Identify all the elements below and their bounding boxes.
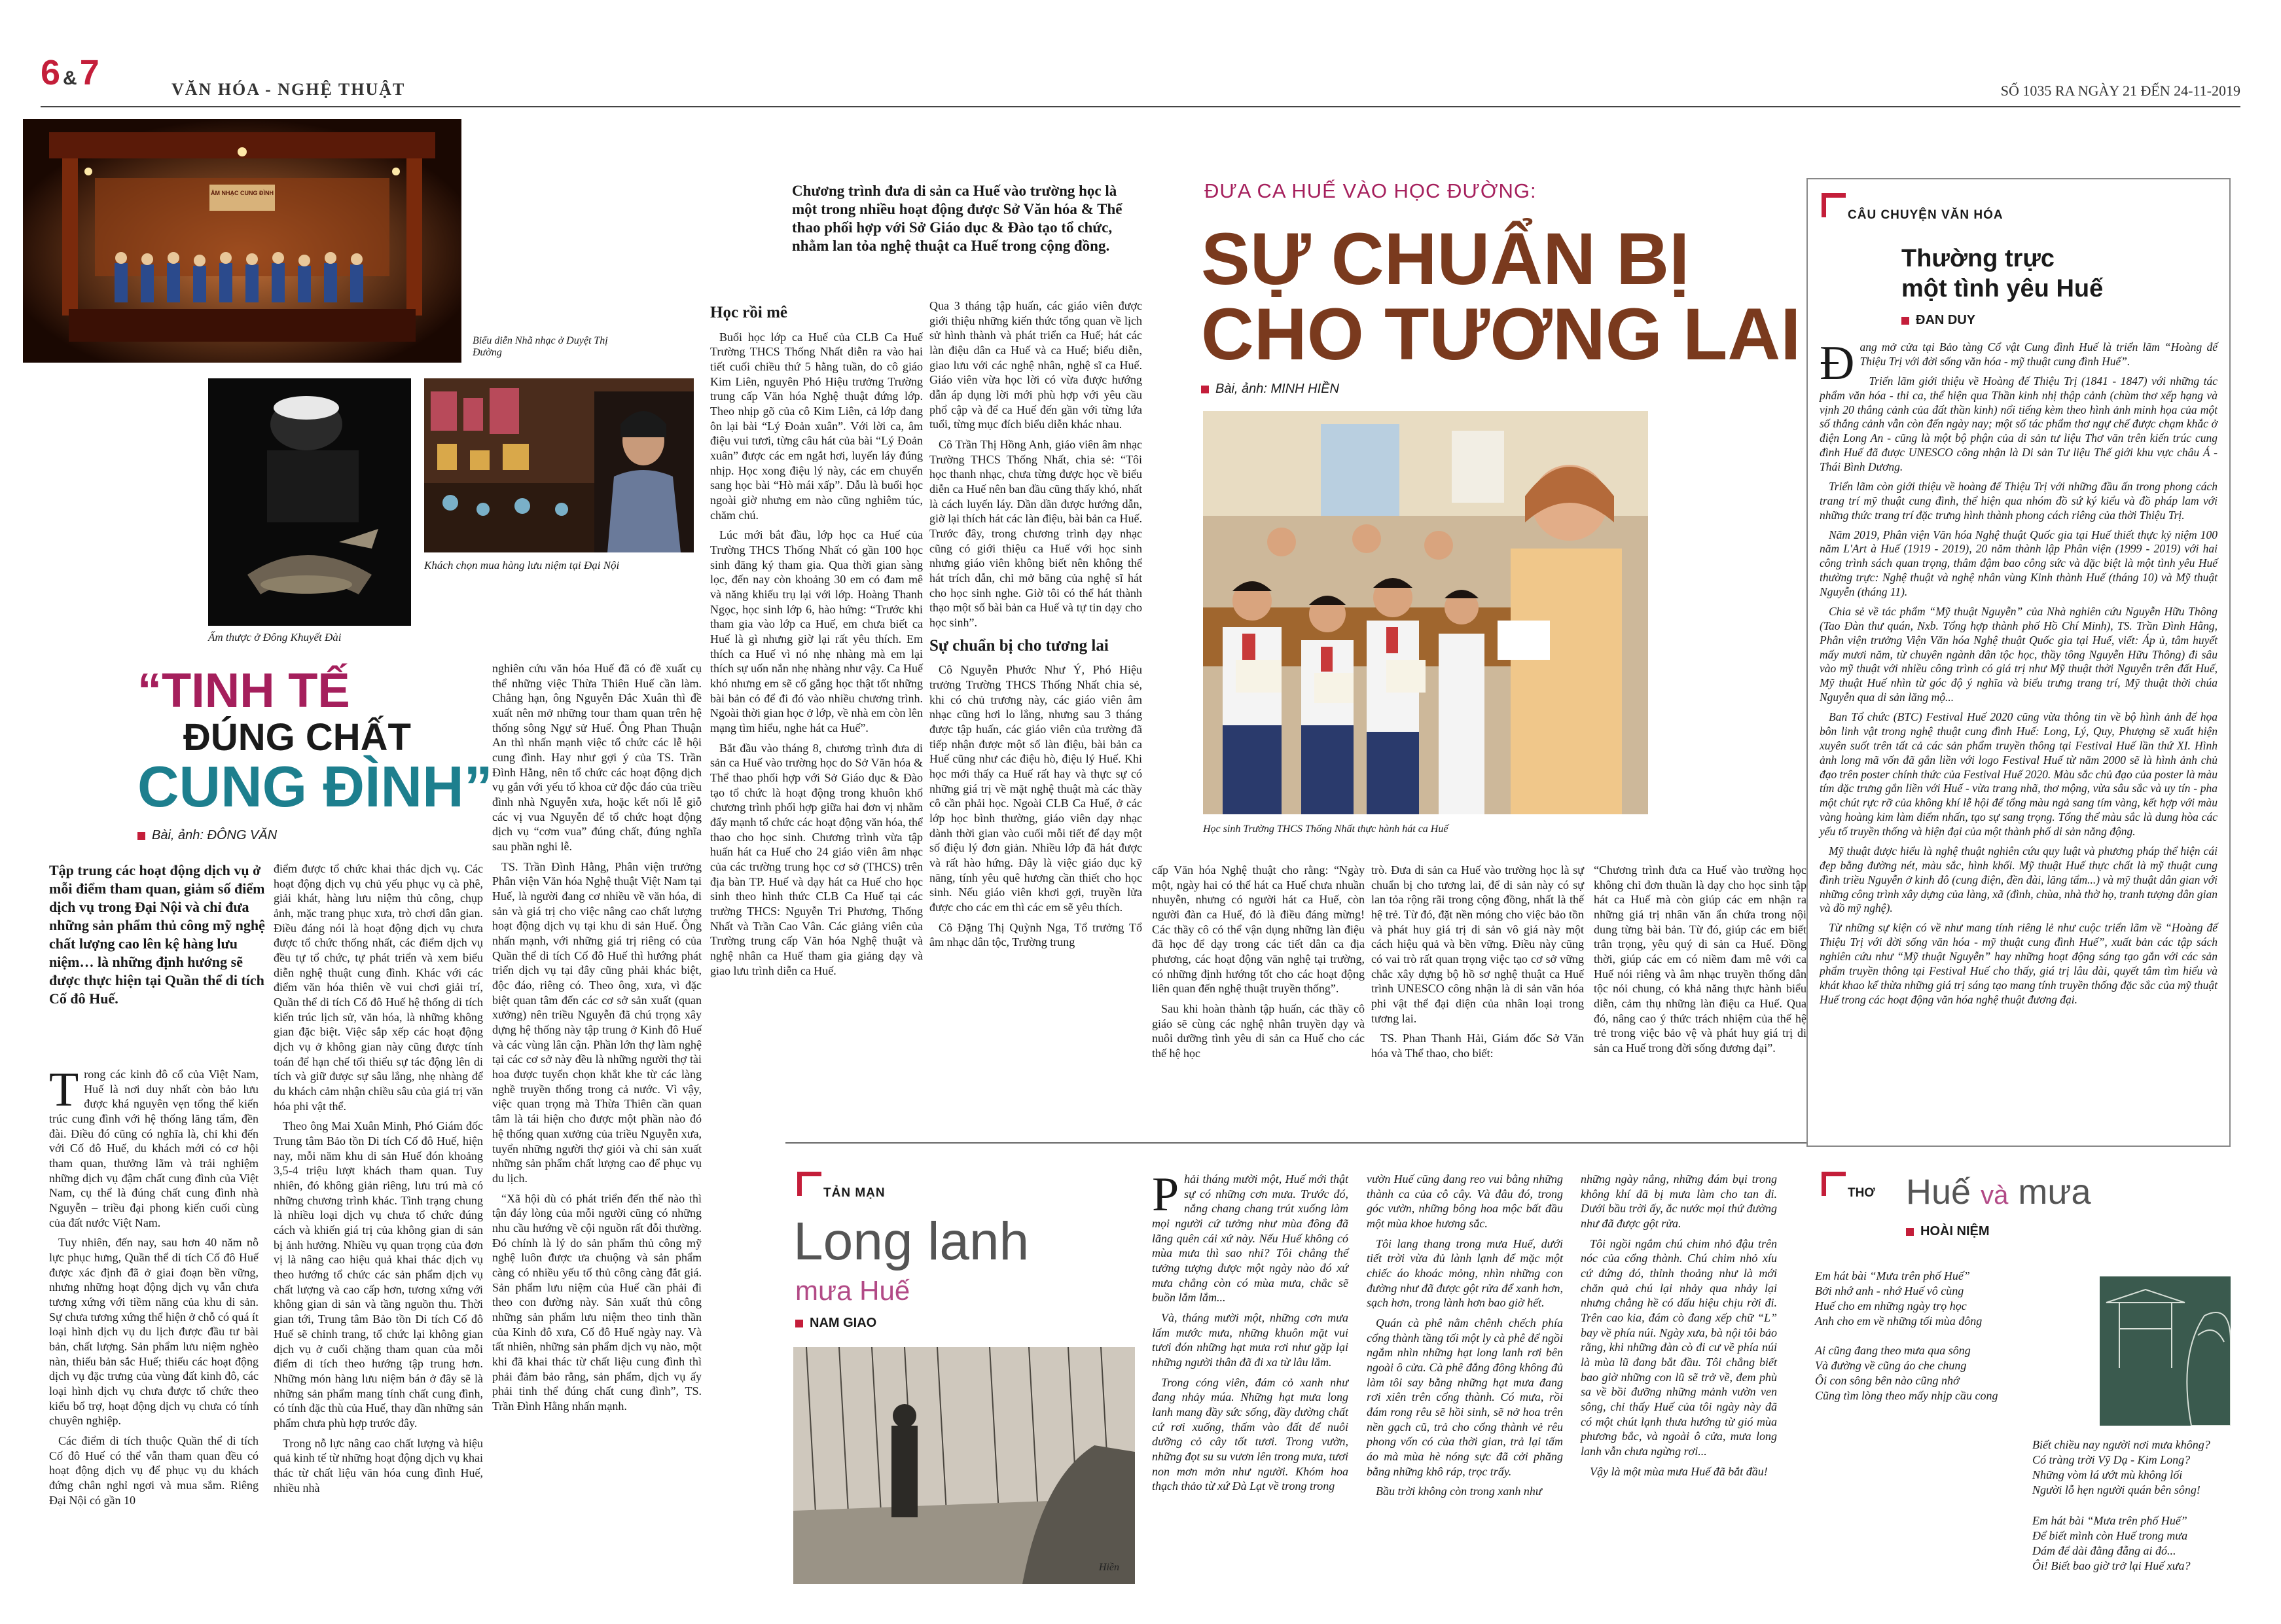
left-title-line3: CUNG ĐÌNH” — [137, 754, 493, 819]
poem-stanza-2 — [1815, 1343, 2090, 1403]
left-col-3 — [492, 661, 702, 1419]
sidebar-p6: Ban Tổ chức (BTC) Festival Huế 2020 cũng vừa thông tin về bộ hình ảnh để họa bôn linh vật trong nghệ thuật cung đình Huế: Long, Lý, Quy, Phượng sẽ xuất hiện xuyên suốt trên tất cả các sản phẩm truyền thông tại Festival Huế lần thứ XI. Hình ảnh long mã vốn đã gắn liền với logo Festival Huế từ năm 2000 sẽ là hình ảnh chủ đạo trên poster chính thức của Festival Huế 2020. Màu sắc chủ đạo của poster là màu tím đặc trưng gắn liền với Huế - vừa trang nhã, thơ mộng, vừa sâu sắc và uy tín - pha một chút rực rỡ của không khí lễ hội để tổng màu ngả sang tím vàng, kết hợp với màu vàng hoàng kim làm điểm nhấn, tạo sự sang trọng. Tổng thể màu sắc là dung hòa các yếu tố truyền thống và hiện đại của một thành phố di sản năng động. — [1820, 710, 2218, 838]
tan-man-c5: Tôi lang thang trong mưa Huế, dưới tiết trời vừa đủ lành lạnh để mặc một chiếc áo khoác mỏng, nhìn những con đường như đã được gột rửa để xanh hơn, sạch hơn, trong lành hơn bao giờ hết. — [1367, 1236, 1563, 1310]
poem-line: Ôi! Biết bao giờ trở lại Huế xưa? — [2032, 1559, 2191, 1572]
poem-stanza-1 — [1815, 1269, 2090, 1328]
poem-line: Có tràng trời Vỹ Dạ - Kim Long? — [2032, 1453, 2191, 1466]
tan-man-c6: Quán cà phê nằm chênh chếch phía cổng thành tầng tối một ly cà phê để ngồi ngắm nhìn những hạt long lanh rơi bên ngoài ô cửa. Cà phê đắng đông không đủ làm tôi say bằng những hạt mưa đang rơi xiên trên cổng thành. Có mưa, rồi đám rong rêu sẽ hồi sinh, sẽ nở hoa trên nền gạch cũ, trả cho cổng thành vẻ rêu phong vốn có của thời gian, trả lại tấm áo mà mùa hè nóng sực đã cởi phăng bằng những khô ráp, trọc trấy. — [1367, 1316, 1563, 1478]
stage-photo-caption: Biểu diễn Nhã nhạc ở Duyệt Thị Đường — [473, 335, 608, 358]
subheading-su-chuan-bi: Sự chuẩn bị cho tương lai — [929, 636, 1109, 655]
sidebar-p4: Năm 2019, Phân viện Văn hóa Nghệ thuật Quốc gia tại Huế thiết thực kỷ niệm 100 năm L'Art à Huế (1919 - 2019), 20 năm thành lập Phân viện (1999 - 2019) với hai công trình sách quan trọng, thâm đậm bao công sức và đặc biệt là một tình yêu Huế thường trực: Nghệ thuật và nghệ nhân vùng Kinh thành Huế (tháng 10) và Mỹ thuật Nguyễn (tháng 11). — [1820, 528, 2218, 598]
tan-man-col-1 — [1152, 1168, 1348, 1499]
poem-line: Bởi nhớ anh - nhớ Huế vô cùng — [1815, 1284, 1964, 1297]
tho-label: THƠ — [1848, 1186, 1875, 1200]
middle-colD-p2: TS. Phan Thanh Hải, Giám đốc Sở Văn hóa và Thể thao, cho biết: — [1371, 1032, 1584, 1060]
middle-title — [1201, 218, 1801, 376]
tho-title-1: Huế — [1906, 1172, 1971, 1212]
souvenir-shop-image — [424, 378, 694, 552]
tea-set-image — [208, 378, 411, 626]
poem-line: Ai cũng đang theo mưa qua sông — [1815, 1344, 1971, 1357]
poem-line: Ôi con sông bên nào cũng nhớ — [1815, 1373, 1960, 1387]
tan-man-c1: hải tháng mười một, Huế mới thật sự có những cơn mưa. Trước đó, nắng chang chang trút xuống làm mọi người cứ tưởng như mùa đông đã lãng quên cái xứ này. Nếu Huế không có mùa mưa thì sao nhỉ? Tôi chẳng thể tưởng tượng được một ngày nào đó xứ mưa chẳng còn có mùa mưa, chắc sẽ buồn lắm lắm... — [1152, 1172, 1348, 1305]
classroom-photo — [1203, 411, 1648, 814]
souvenir-shop-photo — [424, 378, 694, 552]
poem-line: Dám để dài đằng đẵng ai đó... — [2032, 1543, 2176, 1557]
poem-line: Và đường về cũng áo che chung — [1815, 1358, 1967, 1372]
tan-man-c10: Vậy là một mùa mưa Huế đã bắt đầu! — [1590, 1464, 1768, 1478]
classroom-caption: Học sinh Trường THCS Thống Nhất thực hành hát ca Huế — [1203, 823, 1448, 835]
left-col1-p1: rong các kinh đô cổ của Việt Nam, Huế là nơi duy nhất còn bảo lưu được khá nguyên vẹn tổng thể kiến trúc cung đình với hệ thống lăng tẩm, đền đài. Điều đó cũng có nghĩa là, chỉ khi đến với Cố đô Huế, du khách mới có cơ hội tham quan, thưởng lãm và trải nghiệm những dịch vụ đậm chất cung đình của Việt Nam, cụ thể là đúng chất cung đình nhà Nguyễn – triều đại phong kiến cuối cùng của đất nước Việt Nam. — [49, 1068, 259, 1229]
middle-byline — [1201, 382, 1339, 397]
tan-man-c7: Bầu trời không còn trong xanh như — [1376, 1485, 1542, 1498]
tan-man-c3: Trong cóng viên, đám cỏ xanh như đang nhảy múa. Những hạt mưa long lanh mang đầy sức sống, đầy dường chất cứ rơi xuống, thấm vào đất để nuôi dưỡng cỏ cây tốt tươi. Trong vườn, những đọt su su vươn lên trong mưa, tươi non mơn mởn như người. Khóm hoa thạch thảo từ xứ Đà Lạt về trong trong — [1152, 1375, 1348, 1493]
page-number-left: 6 — [41, 53, 61, 92]
classroom-image — [1203, 411, 1648, 814]
souvenir-caption: Khách chọn mua hàng lưu niệm tại Đại Nội — [424, 559, 620, 571]
bottom-divider — [785, 1142, 1806, 1144]
middle-intro: Chương trình đưa di sản ca Huế vào trường học là một trong nhiều hoạt động được Sở Văn hóa & Thể thao phối hợp với Sở Giáo dục & Đào tạo tổ chức, nhằm lan tỏa nghệ thuật ca Huế trong cộng đồng. — [792, 183, 1123, 255]
tan-man-label: TẢN MẠN — [823, 1186, 886, 1200]
stage-performance-image — [23, 119, 461, 363]
middle-colA-p2: Lúc mới bắt đầu, lớp học ca Huế của Trường THCS Thống Nhất có gần 100 học sinh đăng ký tham gia. Qua thời gian sàng lọc, đến nay còn khoảng 30 em có đam mê và năng khiếu trụ lại với lớp. Hoàng Thanh Ngọc, học sinh lớp 6, hào hứng: “Trước khi tham gia vào lớp ca Huế, em chưa biết ca Huế là gì nhưng giờ lại rất yêu thích. Em thích ca Huế vì nó nhẹ nhàng mà em lại thích sự uốn nắn nhẹ nhàng như vậy. Ca Huế khó nhưng em sẽ cố gắng học thật tốt những bài bản có để đi đó vào nhiều chương trình. Ngoài thời gian học ở lớp, về nhà em còn lên mạng tìm hiểu, nghe hát ca Huế”. — [710, 528, 923, 734]
tho-title — [1906, 1172, 2091, 1212]
left-dropcap: T — [49, 1063, 79, 1117]
page-number-right: 7 — [79, 53, 99, 92]
header-rule — [41, 106, 2240, 107]
tho-byline — [1906, 1224, 1990, 1239]
tho-title-2: và — [1981, 1181, 2009, 1210]
rain-illustration — [793, 1347, 1135, 1584]
left-col2-p1: điểm được tổ chức khai thác dịch vụ. Các hoạt động dịch vụ chủ yếu phục vụ cà phê, giải khát, hàng lưu niệm thủ công, chụp ảnh, mặc trang phục xưa, trò chơi dân gian. Điều đáng nói là hoạt động dịch vụ chưa được tổ chức thống nhất, các điểm dịch vụ đều tự tổ chức, tự phát triển và xem biểu diễn nghệ thuật cung đình. Khác với các điểm văn hóa thiên về vui chơi giải trí, Quần thể di tích Cố đô Huế hệ thống di tích kiến trúc lịch sử, văn hóa, là những không gian đặc biệt. Việc sắp xếp các hoạt động dịch vụ ở không gian này cũng được tính toán để hạn chế tối thiểu sự tác động lên di tích và giữ được sự sâu lắng, nhẹ nhàng để du khách cảm nhận chiều sâu của giá trị văn hóa phi vật thể. — [274, 862, 483, 1113]
sidebar-p7: Mỹ thuật được hiểu là nghệ thuật nghiên cứu quy luật và phương pháp thể hiện cái đẹp bằng đường nét, màu sắc, hình khối. Mỹ thuật Huế thực chất là mỹ thuật cung đình triều Nguyễn ở kinh đô (cung điện, đền đài, lăng tẩm...) và mỹ thuật dân gian với những công trình xây dựng của làng, xã (đình, chùa, nhà thờ họ, tranh tượng dân gian và đồ mỹ nghệ). — [1820, 844, 2218, 915]
page-number — [41, 52, 99, 93]
sidebar-p2: Triển lãm giới thiệu về Hoàng đế Thiệu Trị (1841 - 1847) với những tác phẩm văn hóa - thi ca, thể hiện qua Thần kinh nhị thập cảnh (chùm thơ xếp hạng và vịnh 20 thắng cảnh của đất thần kinh) nổi tiếng kèm theo hình ảnh minh họa của một số thắng cảnh vẫn còn đến ngày nay; một số tác phẩm thơ ngự chế được chạm khắc ở điện Long An - cũng là một bộ phận của di sản tư liệu Thơ văn trên kiến trúc cung đình Huế đã được UNESCO công nhận là Di sản Tư liệu Thế giới khu vực châu Á - Thái Bình Dương. — [1820, 374, 2218, 473]
tan-man-col-2 — [1367, 1172, 1563, 1504]
middle-title-line1: SỰ CHUẨN BỊ — [1201, 218, 1690, 300]
left-article-title — [137, 663, 493, 819]
left-col1-p2: Tuy nhiên, đến nay, sau hơn 40 năm nỗ lực phục hưng, Quần thể di tích Cố đô Huế được xác định đã ở giai đoạn bền vững, nhưng những hoạt động dịch vụ vẫn chưa tương xứng với tiềm năng của khu di sản. Sự chưa tương xứng thể hiện ở chỗ có quá ít loại hình dịch vụ du lịch được đầu tư bài bản, chất lượng. Sản phẩm lưu niệm nghèo nàn, thiếu bản sắc Huế; thiếu các hoạt động dịch vụ đặc trưng của vùng đất kinh đô, các loại hình dịch vụ chưa được tổ chức theo kiểu bổ trợ, hoạt động dịch vụ chưa có tính chuyên nghiệp. — [49, 1236, 259, 1428]
middle-col-c — [1152, 863, 1365, 1066]
left-title-line1: “TINH TẾ — [137, 663, 350, 717]
tan-man-byline-bullet — [795, 1320, 803, 1327]
middle-colA-p1: Buổi học lớp ca Huế của CLB Ca Huế Trường THCS Thống Nhất diễn ra vào hai tiết cuối chiều thứ 5 hằng tuần, do cô giáo Kim Liên, nguyên Phó Hiệu trưởng Trường trung cấp Văn hóa Nghệ thuật đứng lớp. Theo nhịp gõ của cô Kim Liên, cả lớp đang ôn lại bài “Lý Đoản xuân”. Với lời ca, âm điệu vui tươi, từng câu hát của bài “Lý Đoản xuân” được các em ngắt hơi, luyến láy đúng nhịp. Học xong điệu lý này, các em chuyển sang học bài “Hò mái xấp”. Dẫu là buổi học ngoài giờ nhưng em nào cũng nghiêm túc, chăm chú. — [710, 330, 923, 522]
tho-title-3: mưa — [2018, 1172, 2091, 1212]
tan-man-title-2: mưa Huế — [795, 1275, 910, 1306]
sidebar-p5: Chia sẻ về tác phẩm “Mỹ thuật Nguyễn” của Nhà nghiên cứu Nguyễn Hữu Thông (Tao Đàn thư quán, Nxb. Tổng hợp thành phố Hồ Chí Minh), TS. Trần Đình Hằng, Phân viện trưởng Viện Văn hóa Nghệ thuật Quốc gia tại Huế, viết: Áp ủ, tâm huyết mấy mươi năm, từ chuyên ngành dân tộc học, thầy tông Nguyễn Hữu Thông) đi sâu vào mỹ thuật với nhiều công trình có giá trị như Mỹ thuật thời Nguyễn trên đất Huế, Mỹ thuật Huế nhìn từ góc độ ý nghĩa và biểu trưng trang trí, Mỹ thuật thời chúa Nguyễn qua di sản lăng mộ... — [1820, 604, 2218, 704]
sidebar-p1: ang mở cửa tại Bảo tàng Cổ vật Cung đình Huế là triển lãm “Hoàng đế Thiệu Trị với đời sống văn hóa - mỹ thuật cung đình Huế”. — [1859, 340, 2218, 368]
tan-man-title-1: Long lanh — [793, 1212, 1030, 1271]
sidebar-p3: Triển lãm còn giới thiệu về hoàng đế Thiệu Trị với những đầu ấn trong phong cách trang trí mỹ thuật cung đình, thể hiện qua nhóm đồ sứ ký kiểu và đồ pháp lam với những thức trang trí đặc trưng hình thành phong cách riêng của thời Thiệu Trị. — [1820, 479, 2218, 522]
poem-stanza-4 — [2032, 1513, 2229, 1573]
stage-sign: ÂM NHẠC CUNG ĐÌNH — [211, 190, 274, 196]
middle-kicker: ĐƯA CA HUẾ VÀO HỌC ĐƯỜNG: — [1204, 179, 1537, 202]
poem-line: Em hát bài “Mưa trên phố Huế” — [1815, 1269, 1970, 1282]
left-col2-p2: Theo ông Mai Xuân Minh, Phó Giám đốc Trung tâm Bảo tồn Di tích Cố đô Huế, hiện nay, mỗi năm khu di sản Huế đón khoảng 3,5-4 triệu lượt khách tham quan. Tuy nhiên, đó không giản riêng, lưu trú mà có những chương trình khác. Tình trạng chung là nhiều loại dịch vụ chưa tổ chức đúng cách và khiến giá trị của không gian di sản bị ảnh hưởng. Nhiều vụ quan trọng của đơn vị là nâng cao hiệu quả khai thác dịch vụ theo hướng tổ chức các sản phẩm dịch vụ chất lượng và cao cấp hơn, tương xứng với không gian di sản và tầng nguồn thu. Thời gian tới, Trung tâm Bảo tồn Di tích Cố đô Huế sẽ chỉnh trang, tổ chức lại không gian dịch vụ ở cuối chặng tham quan của mỗi điểm di tích theo hướng tập trung hơn. Những món hàng lưu niệm bán ở đây sẽ là những sản phẩm mang tính chất cung đình, có tính đặc thù của Huế, thay dần những sản phẩm chưa phù hợp trước đây. — [274, 1119, 483, 1430]
sidebar-body — [1820, 336, 2218, 1013]
middle-colD-p1: trò. Đưa di sản ca Huế vào trường học là sự chuẩn bị cho tương lai, để di sản này có sự lan tỏa rộng rãi trong cộng đồng, nhất là thế hệ trẻ. Từ đó, đặt nền móng cho việc bảo tồn và phát huy giá trị di sản vô giá này một cách hiệu quả và bền vững. Điều này cũng có vai trò rất quan trọng việc tạo cơ sở vững chắc xây dựng bộ hồ sơ nghệ thuật ca Huế trình UNESCO công nhận là di sản văn hóa phi vật thể đại diện của nhân loại trong tương lai. — [1371, 863, 1584, 1025]
tan-man-c9: Tôi ngồi ngắm chú chim nhỏ đậu trên nóc của cổng thành. Chú chim nhỏ xíu cứ đứng đó, thỉnh thoảng như là mới chăn quả chú lại nhảy qua nhảy lại nhưng chẳng hề có dấu hiệu chịu rời đi. Trên cao kia, đám cò đang xếp chữ “L” bay về phía núi. Ngày xưa, bà nội tôi bảo rằng, khi những đàn cò đi cư về phía núi là mùa lũ đang bắt đầu. Tôi chẳng biết bao giờ những con lũ sẽ trở về, đem phù sa về bồi đưỡng những mảnh vườn ven sông, chỉ thấy Huế của tôi ngày này đã có một chút lạnh thưa hướng từ gió mùa phương bắc, và ngoài ô cửa, mưa long lanh vẫn chưa ngừng rơi... — [1581, 1236, 1777, 1458]
left-col3-p3: “Xã hội dù có phát triển đến thế nào thì tận đáy lòng của mỗi người cũng có những nhu cầu hướng về cội nguồn rất đỗi thường. Đó chính là lý do sản phẩm thủ công mỹ nghệ luôn được ưa chuộng và sản phẩm càng có nhiều yếu tố thủ công càng đắt giá. Sản phẩm lưu niệm của Huế cần phải đi theo con đường này. Sản xuất thủ công những sản phẩm lưu niệm theo tinh thần của Kinh đô xưa, Cố đô Huế ngày nay. Và tất nhiên, những sản phẩm dịch vụ nào, một khi đã khai thác từ chất liệu cung đình thì phải đảm bảo rằng, sản phẩm, dịch vụ ấy phải tinh thể đúng chất cung đình”, TS. Trần Đình Hằng nhấn mạnh. — [492, 1191, 702, 1413]
left-col3-p1: nghiên cứu văn hóa Huế đã có đề xuất cụ thể những việc Thừa Thiên Huế cần làm. Chẳng hạn, ông Nguyễn Đắc Xuân thì đề xuất nên mở những tour tham quan trên hệ thống sông Ngự sử Huế. Ông Phan Thuận An thì nhấn mạnh việc tổ chức các lễ hội cung đình. Hay như gợi ý của TS. Trần Đình Hằng, nên tổ chức các hoạt động dịch vụ gắn với yếu tố khoa cử độc đáo của triều đình nhà Nguyễn xưa, hoặc kết nối lễ giỗ các vị vua Nguyễn để tổ chức hoạt động dịch vụ “cơm vua” đúng chất, đúng nghĩa sau phần nghi lễ. — [492, 662, 702, 854]
sidebar-title — [1901, 244, 2103, 304]
poem-line: Người lỗ hẹn người quán bên sông! — [2032, 1483, 2200, 1496]
left-col3-p2: TS. Trần Đình Hằng, Phân viện trưởng Phân viện Văn hóa Nghệ thuật Việt Nam tại Huế, là người đang cơ nhiều về văn hóa, di sản và giá trị cho việc nâng cao chất lượng hoạt động dịch vụ tại khu di sản Huế. Ông nhấn mạnh, với những giá trị riêng có của Quần thể di tích Cố đô Huế thì hướng phát triển dịch vụ tại đây cũng phải khác biệt, độc đáo, riêng có. Theo ông, xưa, vì đặc biệt quan tâm đến các cơ sở sản xuất (quan xưởng) nên triều Nguyễn đã chú trọng xây dựng hệ thống này tập trung ở Kinh đô Huế và các vùng lân cận. Phần lớn thợ làm nghệ tại các cơ sở này đều là những người thợ tài hoa được tuyển chọn khắt khe từ các làng nghề truyền thống trong cả nước. Vì vậy, việc quan trọng mà Thừa Thiên cần quan tâm là tái hiện cho được một phần nào đó hệ thống quan xưởng của triều Nguyễn xưa, tuyển những người thợ giỏi và chỉ sản xuất những sản phẩm chất lượng cao để phục vụ du lịch. — [492, 859, 702, 1185]
left-col-2 — [274, 861, 483, 1500]
page-number-amp: & — [63, 67, 77, 89]
left-byline-text: Bài, ảnh: ĐÔNG VĂN — [152, 828, 278, 842]
middle-col-d — [1371, 863, 1584, 1066]
poem-line: Để biết mình còn Huế trong mưa — [2032, 1528, 2188, 1542]
illustration-signature: Hiền — [1098, 1562, 1119, 1573]
poem-line: Huế cho em những ngày trọ học — [1815, 1299, 1967, 1312]
left-col1-p3: Các điểm di tích thuộc Quần thể di tích Cố đô Huế có thể vẫn tham quan đều có hoạt động dịch vụ để phục vụ du khách đứng chân nghỉ ngơi và mua sắm. Riêng Đại Nội có gần 10 — [49, 1434, 259, 1507]
sidebar-label: CÂU CHUYỆN VĂN HÓA — [1848, 208, 2003, 222]
sidebar-byline — [1901, 313, 1975, 328]
poem-line: Anh cho em về những tối mùa đông — [1815, 1314, 1983, 1327]
middle-title-line2: CHO TƯƠNG LAI — [1201, 293, 1801, 376]
poem-illustration-image — [2100, 1276, 2231, 1426]
left-col2-p3: Trong nỗ lực nâng cao chất lượng và hiệu quả kinh tế từ những hoạt động dịch vụ khai thác từ chất liệu văn hóa cung đình Huế, nhiều nhà — [274, 1436, 483, 1494]
left-col-1 — [49, 1063, 259, 1513]
tea-set-photo — [208, 378, 411, 626]
poem-line: Những vòm lá ướt mù không lối — [2032, 1468, 2183, 1481]
middle-colC-p1: cấp Văn hóa Nghệ thuật cho rằng: “Ngày một, ngày hai có thể hát ca Huế chưa nhuần nhuyễn, nhưng có người hát ca Huế, còn người đàn ca Huế, đó là điều đáng mừng! Các thầy cô có thể vận dụng những làn điệu đã học để dạy trong các tiết dân ca địa phương, các hoạt động văn nghệ tại trường, có những định hướng tốt cho các hoạt động liên quan đến nghệ thuật truyền thống”. — [1152, 863, 1365, 996]
subheading-hoc-roi-me: Học rồi mê — [710, 304, 788, 321]
left-byline — [137, 828, 277, 843]
tan-man-byline-text: NAM GIAO — [810, 1316, 877, 1330]
poem-line: Biết chiều nay người nơi mưa không? — [2032, 1438, 2210, 1451]
middle-colA-p3: Bắt đầu vào tháng 8, chương trình đưa di sản ca Huế vào trường học do Sở Văn hóa & Thể thao phối hợp với Sở Giáo dục & Đào tạo tổ chức là hoạt động trong khuôn khổ chương trình phối hợp giữa hai đơn vị nhằm đẩy mạnh tổ chức các hoạt động văn hóa, thể thao cho học sinh. Chương trình vừa tập huấn hát ca Huế cho 24 giáo viên âm nhạc của các trường trung học cơ sở (THCS) trên địa bàn TP. Huế và dạy hát ca Huế cho học sinh theo hình thức CLB Ca Huế tại các trường THCS: Nguyễn Tri Phương, Thống Nhất và Trần Cao Vân. Các giảng viên của Trường trung cấp Văn hóa Nghệ thuật và nghệ nhân ca Huế tham gia giảng dạy và giao lưu trình diễn ca Huế. — [710, 741, 923, 977]
byline-bullet — [137, 832, 145, 840]
tan-man-col-3 — [1581, 1172, 1777, 1484]
rain-illustration-image — [793, 1347, 1135, 1584]
middle-colC-p2: Sau khi hoàn thành tập huấn, các thầy cô giáo sẽ cùng các nghệ nhân truyền dạy và nuôi dưỡng tình yêu di sản ca Huế cho các thế hệ học — [1152, 1002, 1365, 1060]
sidebar-dropcap: Đ — [1820, 336, 1855, 390]
middle-col-a — [710, 298, 923, 983]
tho-byline-bullet — [1906, 1228, 1914, 1236]
middle-byline-bullet — [1201, 386, 1209, 393]
tan-man-c4: vườn Huế cũng đang reo vui bằng những thành ca của cô cây. Và đâu đó, trong góc vườn, những bông hoa mộc bất đầu một mùa khoe hương sắc. — [1367, 1172, 1563, 1231]
middle-colB-p2: Cô Trần Thị Hồng Anh, giáo viên âm nhạc Trường THCS Thống Nhất, chia sẻ: “Tôi học thanh nhạc, chưa từng được học về biểu diễn ca Huế nên ban đầu cũng thấy khó, nhất là cách luyến láy. Dần dần được hướng dẫn, giờ lại thích hát các làn điệu, bài bản ca Huế. Trước đây, trong chương trình dạy nhạc cũng có giới thiệu ca Huế với học sinh nhưng giáo viên không biết nên không thể hát trích dẫn, chỉ mở băng của nghệ sĩ hát cho học sinh nghe. Giờ tôi có thể hát thành thạo một số bài bản ca Huế và tự tin dạy cho học sinh”. — [929, 438, 1142, 630]
middle-colE-p1: “Chương trình đưa ca Huế vào trường học không chỉ đơn thuần là dạy cho học sinh tập hát ca Huế mà còn giúp các em nhận ra những giá trị nhân văn ẩn chứa trong nội dung từng bài bản. Từ đó, giúp các em biết trân trọng, yêu quý di sản ca Huế. Đồng thời, giúp các em có niềm đam mê với ca Huế nói riêng và âm nhạc truyền thống dân tộc nói chung, có khả năng thực hành biểu diễn, cảm thụ những làn điệu ca Huế. Qua đó, nâng cao ý thức trách nhiệm của thế hệ trẻ trong việc bảo vệ và phát huy giá trị di sản ca Huế trong đời sống đương đại”. — [1594, 863, 1806, 1055]
tho-byline-text: HOÀI NIỆM — [1920, 1224, 1990, 1238]
poem-stanza-3 — [2032, 1437, 2229, 1497]
poem-illustration — [2100, 1276, 2231, 1426]
tan-man-byline — [795, 1316, 876, 1331]
sidebar-p8: Từ những sự kiện có về như mang tính riêng lẻ như cuộc triển lãm về “Hoàng đế Thiệu Trị với đời sống văn hóa - mỹ thuật cung đình Huế”, xuất bản các tập sách nghiên cứu như “Mỹ thuật Nguyễn” hay những hoạt động sáng tạo gắn với các sản phẩm truyền thông tại Festival Huế cho thấy, giá trị lâu dài, quyết tâm tìm hiểu và khát khao kể thừa những giá trị sáng tạo mang tính truyền thống đặc sắc của mỹ thuật Huế trong các hoạt động văn hóa nghệ thuật đương đại. — [1820, 921, 2218, 1006]
sidebar-title-line2: một tình yêu Huế — [1901, 275, 2104, 303]
tan-man-marker — [797, 1172, 821, 1196]
issue-info: SỐ 1035 RA NGÀY 21 ĐẾN 24-11-2019 — [2000, 82, 2240, 99]
left-lead: Tập trung các hoạt động dịch vụ ở mỗi điểm tham quan, giảm số điểm dịch vụ trong Đại Nội và chỉ đưa những sản phẩm thủ công mỹ nghệ chất lượng cao lên kệ hàng lưu niệm… là những định hướng sẽ được thực hiện tại Quần thể di tích Cố đô Huế. — [49, 862, 265, 1007]
poem-line: Cũng tìm lòng theo mấy nhịp cầu cong — [1815, 1388, 1998, 1402]
poem-line: Em hát bài “Mưa trên phố Huế” — [2032, 1514, 2187, 1527]
middle-col-e — [1594, 863, 1806, 1061]
tan-man-c2: Và, tháng mười một, những cơn mưa lấm mước mưa, những khuôn mặt vui tươi đón những hạt mưa rơi như gặp lại những người thân đã đi xa từ lâu lắm. — [1152, 1311, 1348, 1369]
tea-set-caption: Ấm thược ở Đông Khuyết Đài — [208, 631, 342, 643]
sidebar-byline-bullet — [1901, 317, 1909, 325]
middle-colB-p3: Cô Nguyễn Phước Như Ý, Phó Hiệu trưởng Trường THCS Thống Nhất chia sẻ, khi có chủ trương này, các giáo viên âm nhạc cũng hơi lo lắng, nhưng sau 3 tháng được tập huấn, các giáo viên của trường đã tiếp nhận được một số làn điệu, bài bản ca Huế cũng như các điệu hò, điệu lý Huế. Khi học mới thấy ca Huế rất hay và thực sự có những giá trị về mặt nghệ thuật mà các thầy cô cần phải học. Ngoài CLB Ca Huế, ở các lớp học bình thường, giáo viên dạy nhạc dành thời gian vào cuối mỗi tiết để dạy một số điệu lý đơn giản. Nhiều lớp đã hát được và rất hào hứng. Đây là việc giáo dục kỹ năng, tính yêu quê hương cần thiết cho học sinh. Nếu giáo viên khơi gợi, truyền lửa được cho các em thì các em sẽ yêu thích. — [929, 663, 1142, 914]
middle-colB-p4: Cô Đặng Thị Quỳnh Nga, Tổ trưởng Tổ âm nhạc dân tộc, Trường trung — [929, 920, 1142, 949]
tho-marker — [1822, 1172, 1846, 1196]
middle-colB-p1: Qua 3 tháng tập huấn, các giáo viên được giới thiệu những kiến thức tổng quan về lịch sử hình thành và phát triển ca Huế; hát các làn điệu dân ca Huế và ca Huế; biểu diễn, giao lưu với các nghệ nhân, nghệ sĩ ca Huế. Giáo viên vừa học lời có vừa được hướng dẫn áp dụng lời mới phù hợp với yêu cầu phổ cập và để ca Huế đến gần với từng lứa tuổi, từng mục đích biểu diễn khác nhau. — [929, 299, 1142, 431]
section-name: VĂN HÓA - NGHỆ THUẬT — [171, 80, 406, 99]
sidebar-marker — [1822, 193, 1846, 217]
tan-man-dropcap: P — [1152, 1168, 1179, 1221]
stage-performance-photo — [23, 119, 461, 363]
sidebar-byline-text: ĐAN DUY — [1916, 313, 1976, 327]
middle-col-b — [929, 298, 1142, 955]
middle-byline-text: Bài, ảnh: MINH HIỀN — [1215, 382, 1339, 396]
tan-man-c8: những ngày nắng, những đám bụi trong không khí đã bị mưa làm cho tan đi. Dưới bầu trời ấy, ắc nước mọi thứ đường như đã được gột rửa. — [1581, 1172, 1777, 1231]
sidebar-title-line1: Thường trực — [1901, 245, 2055, 272]
left-title-line2: ĐÚNG CHẤT — [183, 716, 411, 759]
